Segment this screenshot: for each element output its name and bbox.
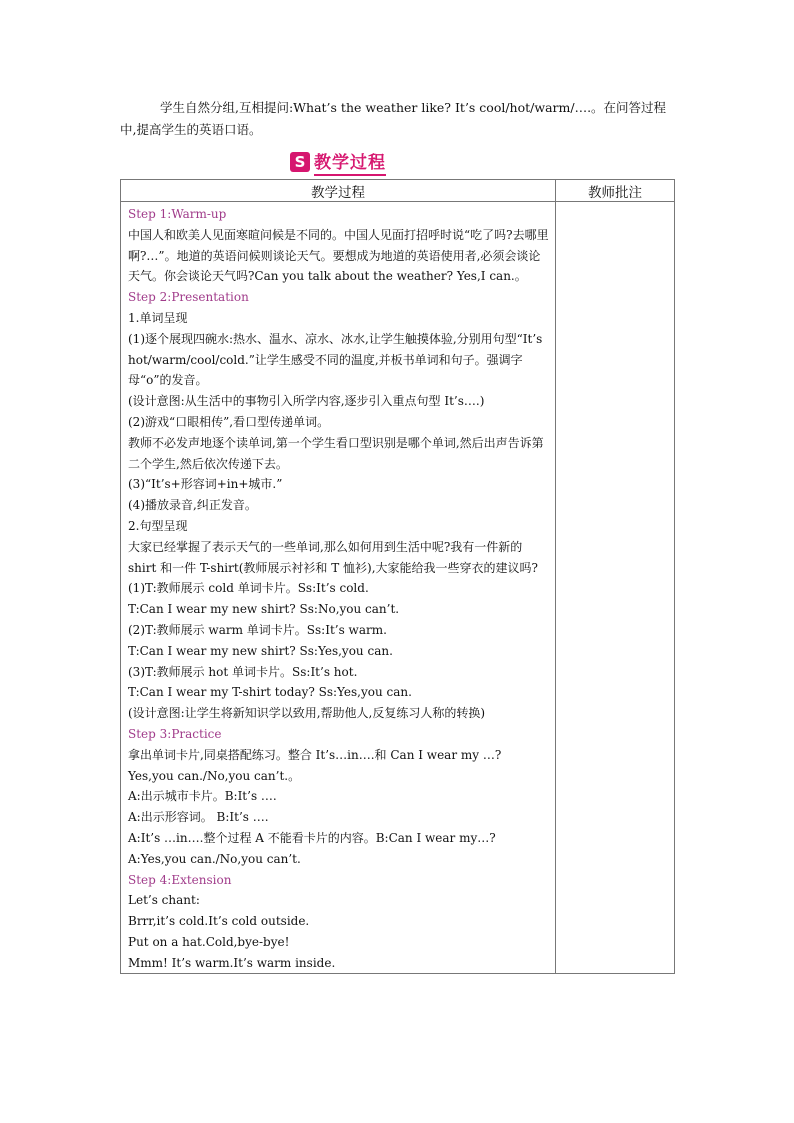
- intro-paragraph: [120, 97, 676, 141]
- header-teacher-notes: 教师批注: [556, 180, 675, 202]
- content-line: 中国人和欧美人见面寒暄问候是不同的。中国人见面打招呼时说“吃了吗?去哪里啊?…”。地道的英语问候则谈论天气。要想成为地道的英语使用者,必须会谈论天气。你会谈论天气吗?Can you talk about the weather? Yes,I can.。: [128, 227, 549, 284]
- content-line: Let’s chant:: [128, 893, 200, 908]
- section-title: 教学过程: [314, 148, 386, 176]
- content-line: (1)逐个展现四碗水:热水、温水、凉水、冰水,让学生触摸体验,分别用句型“It’s hot/warm/cool/cold.”让学生感受不同的温度,并板书单词和句子。强调字母“o”的发音。: [128, 331, 543, 388]
- table-header-row: [121, 180, 675, 202]
- process-content: [121, 202, 555, 973]
- content-line: (3)“It’s+形容词+in+城市.”: [128, 477, 283, 492]
- header-teaching-process: 教学过程: [121, 180, 556, 202]
- teaching-process-cell: [121, 202, 556, 974]
- content-line: (设计意图:从生活中的事物引入所学内容,逐步引入重点句型 It’s….): [128, 394, 485, 409]
- content-line: Mmm! It’s warm.It’s warm inside.: [128, 955, 336, 970]
- content-line: 2.句型呈现: [128, 518, 188, 533]
- teacher-notes-cell: [556, 202, 675, 974]
- step-heading: Step 2:Presentation: [128, 290, 249, 305]
- step-heading: Step 4:Extension: [128, 872, 232, 887]
- step-heading: Step 1:Warm-up: [128, 207, 227, 221]
- content-line: (设计意图:让学生将新知识学以致用,帮助他人,反复练习人称的转换): [128, 706, 486, 721]
- content-line: (4)播放录音,纠正发音。: [128, 498, 257, 513]
- content-line: 教师不必发声地逐个读单词,第一个学生看口型识别是哪个单词,然后出声告诉第二个学生,然后依次传递下去。: [128, 435, 544, 471]
- content-line: 1.单词呈现: [128, 310, 188, 325]
- content-line: 拿出单词卡片,同桌搭配练习。整合 It’s…in….和 Can I wear my …? Yes,you can./No,you can’t.。: [128, 747, 502, 783]
- content-line: A:Yes,you can./No,you can’t.: [128, 851, 301, 866]
- content-line: A:It’s …in….整个过程 A 不能看卡片的内容。B:Can I wear my…?: [128, 830, 496, 845]
- content-line: Brrr,it’s cold.It’s cold outside.: [128, 914, 310, 929]
- step-heading: Step 3:Practice: [128, 726, 222, 741]
- content-line: T:Can I wear my new shirt? Ss:Yes,you can.: [128, 643, 393, 658]
- content-line: 大家已经掌握了表示天气的一些单词,那么如何用到生活中呢?我有一件新的 shirt 和一件 T-shirt(教师展示衬衫和 T 恤衫),大家能给我一些穿衣的建议吗?: [128, 539, 538, 575]
- content-line: Put on a hat.Cold,bye-bye!: [128, 934, 290, 949]
- content-line: (2)T:教师展示 warm 单词卡片。Ss:It’s warm.: [128, 622, 387, 637]
- section-heading: [290, 148, 386, 176]
- content-line: T:Can I wear my new shirt? Ss:No,you can’t.: [128, 602, 400, 617]
- intro-text: 学生自然分组,互相提问:What’s the weather like? It’s cool/hot/warm/….。在问答过程中,提高学生的英语口语。: [120, 100, 667, 137]
- content-line: (3)T:教师展示 hot 单词卡片。Ss:It’s hot.: [128, 664, 358, 679]
- content-line: A:出示形容词。 B:It’s ….: [128, 810, 269, 825]
- content-line: T:Can I wear my T-shirt today? Ss:Yes,you can.: [128, 685, 412, 700]
- lesson-plan-table: [120, 179, 675, 974]
- content-line: A:出示城市卡片。B:It’s ….: [128, 789, 277, 804]
- table-body-row: [121, 202, 675, 974]
- content-line: (1)T:教师展示 cold 单词卡片。Ss:It’s cold.: [128, 581, 369, 596]
- content-line: (2)游戏“口眼相传”,看口型传递单词。: [128, 414, 330, 429]
- section-logo-icon: S: [290, 152, 310, 172]
